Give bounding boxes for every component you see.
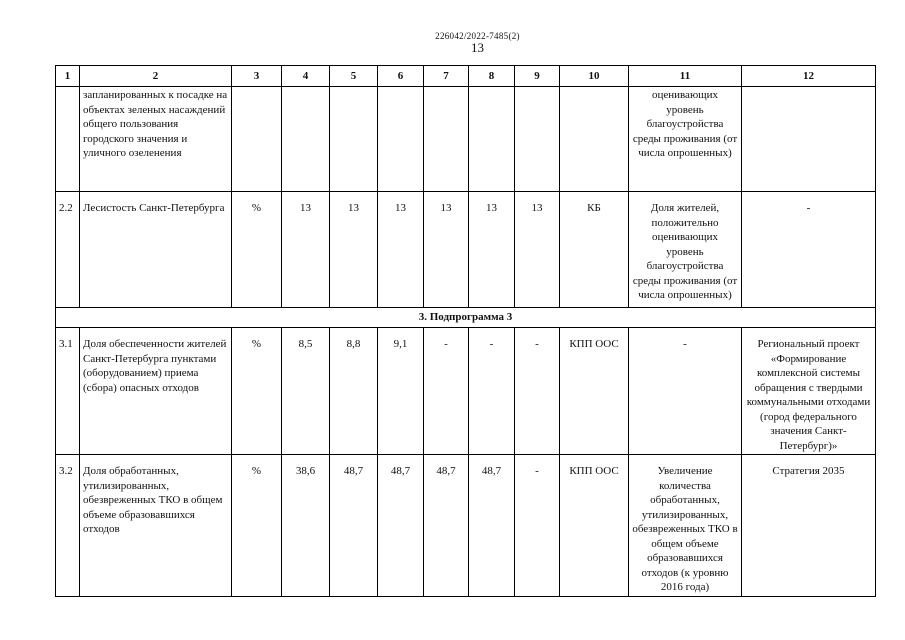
method-cell: оценивающих уровень благоустройства среды проживания (от числа опрошенных) bbox=[629, 87, 742, 192]
table-row bbox=[56, 455, 876, 597]
basis-cell bbox=[742, 87, 876, 192]
row-number bbox=[56, 87, 80, 192]
source-cell bbox=[560, 87, 629, 192]
column-header: 2 bbox=[80, 66, 232, 87]
value-cell bbox=[330, 87, 378, 192]
value-cell bbox=[282, 87, 330, 192]
value-cell: - bbox=[515, 455, 560, 597]
row-number: 2.2 bbox=[56, 192, 80, 308]
value-cell bbox=[515, 87, 560, 192]
unit-cell: % bbox=[232, 455, 282, 597]
unit-cell: % bbox=[232, 328, 282, 455]
value-cell: 13 bbox=[378, 192, 424, 308]
column-header: 9 bbox=[515, 66, 560, 87]
column-header: 6 bbox=[378, 66, 424, 87]
basis-cell: Региональный проект «Формирование комплексной системы обращения с твердыми коммунальными отходами (город федерального значения Санкт-Петербург)» bbox=[742, 328, 876, 455]
indicators-table bbox=[55, 65, 876, 597]
row-number: 3.2 bbox=[56, 455, 80, 597]
row-number: 3.1 bbox=[56, 328, 80, 455]
column-header: 1 bbox=[56, 66, 80, 87]
value-cell: 13 bbox=[282, 192, 330, 308]
column-header: 8 bbox=[469, 66, 515, 87]
column-header: 7 bbox=[424, 66, 469, 87]
source-cell: КБ bbox=[560, 192, 629, 308]
page-number: 13 bbox=[471, 40, 484, 55]
basis-cell: Стратегия 2035 bbox=[742, 455, 876, 597]
table-header-row bbox=[56, 66, 876, 87]
value-cell bbox=[424, 87, 469, 192]
unit-cell bbox=[232, 87, 282, 192]
section-title: 3. Подпрограмма 3 bbox=[56, 308, 876, 328]
method-cell: Доля жителей, положительно оценивающих уровень благоустройства среды проживания (от числа опрошенных) bbox=[629, 192, 742, 308]
section-header-row bbox=[56, 308, 876, 328]
value-cell: 48,7 bbox=[378, 455, 424, 597]
value-cell: - bbox=[515, 328, 560, 455]
column-header: 3 bbox=[232, 66, 282, 87]
value-cell: - bbox=[424, 328, 469, 455]
table-row bbox=[56, 328, 876, 455]
value-cell: 48,7 bbox=[469, 455, 515, 597]
value-cell: 8,5 bbox=[282, 328, 330, 455]
method-cell: Увеличение количества обработанных, утилизированных, обезвреженных ТКО в общем объеме образовавшихся отходов (к уровню 2016 года) bbox=[629, 455, 742, 597]
value-cell: 48,7 bbox=[330, 455, 378, 597]
value-cell: 13 bbox=[330, 192, 378, 308]
value-cell: 48,7 bbox=[424, 455, 469, 597]
method-cell: - bbox=[629, 328, 742, 455]
column-header: 5 bbox=[330, 66, 378, 87]
value-cell: 13 bbox=[469, 192, 515, 308]
basis-cell: - bbox=[742, 192, 876, 308]
value-cell: 9,1 bbox=[378, 328, 424, 455]
table-row bbox=[56, 87, 876, 192]
unit-cell: % bbox=[232, 192, 282, 308]
column-header: 11 bbox=[629, 66, 742, 87]
value-cell: 8,8 bbox=[330, 328, 378, 455]
value-cell: 38,6 bbox=[282, 455, 330, 597]
indicator-name: Доля обработанных, утилизированных, обезвреженных ТКО в общем объеме образовавшихся отходов bbox=[80, 455, 232, 597]
document-registration-number: 226042/2022-7485(2) bbox=[435, 31, 520, 41]
value-cell bbox=[378, 87, 424, 192]
column-header: 10 bbox=[560, 66, 629, 87]
value-cell bbox=[469, 87, 515, 192]
column-header: 12 bbox=[742, 66, 876, 87]
source-cell: КПП ООС bbox=[560, 455, 629, 597]
value-cell: 13 bbox=[515, 192, 560, 308]
table-row bbox=[56, 192, 876, 308]
indicator-name: Доля обеспеченности жителей Санкт-Петербурга пунктами (оборудованием) приема (сбора) опасных отходов bbox=[80, 328, 232, 455]
source-cell: КПП ООС bbox=[560, 328, 629, 455]
indicator-name: Лесистость Санкт-Петербурга bbox=[80, 192, 232, 308]
indicator-name: запланированных к посадке на объектах зеленых насаждений общего пользования городского значения и уличного озеленения bbox=[80, 87, 232, 192]
value-cell: - bbox=[469, 328, 515, 455]
column-header: 4 bbox=[282, 66, 330, 87]
value-cell: 13 bbox=[424, 192, 469, 308]
